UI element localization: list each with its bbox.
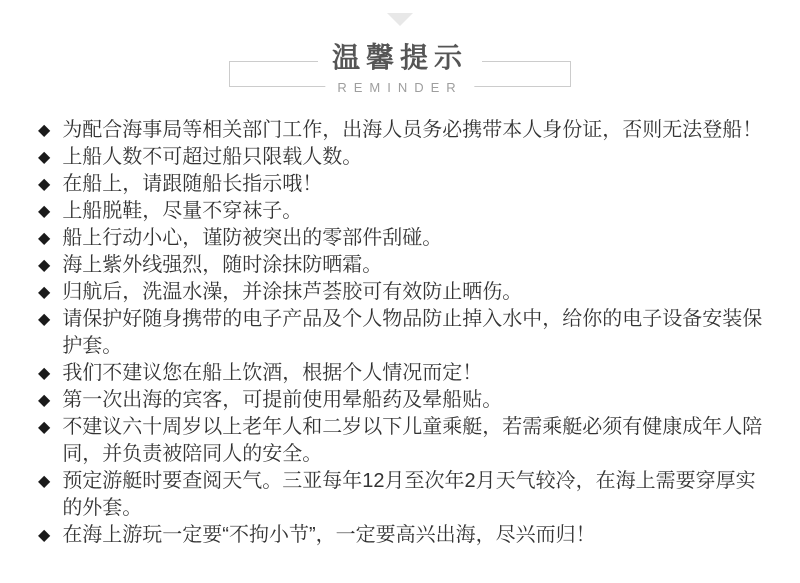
- diamond-bullet-icon: ◆: [38, 284, 51, 301]
- list-item: [38, 198, 774, 225]
- diamond-bullet-icon: ◆: [38, 176, 51, 193]
- reminder-text: 上船脱鞋，尽量不穿袜子。: [62, 200, 303, 222]
- list-item: [38, 387, 774, 414]
- list-item: [38, 522, 774, 549]
- list-item: [38, 225, 774, 252]
- page-title: 温馨提示: [318, 43, 482, 73]
- reminder-text: 海上紫外线强烈，随时涂抹防晒霜。: [62, 254, 383, 276]
- diamond-bullet-icon: ◆: [38, 311, 51, 328]
- reminder-text: 不建议六十周岁以上老年人和二岁以下儿童乘艇，若需乘艇必须有健康成年人陪同，并负责被陪同人的安全。: [62, 416, 763, 465]
- reminder-text: 在船上，请跟随船长指示哦！: [62, 173, 323, 195]
- list-item: [38, 360, 774, 387]
- list-item: [38, 144, 774, 171]
- reminder-text: 预定游艇时要查阅天气。三亚每年12月至次年2月天气较冷，在海上需要穿厚实的外套。: [62, 470, 756, 519]
- diamond-bullet-icon: ◆: [38, 257, 51, 274]
- reminder-text: 归航后，洗温水澡，并涂抹芦荟胶可有效防止晒伤。: [62, 281, 523, 303]
- reminder-text: 在海上游玩一定要“不拘小节”，一定要高兴出海，尽兴而归！: [62, 524, 596, 546]
- list-item: [38, 306, 774, 360]
- diamond-bullet-icon: ◆: [38, 365, 51, 382]
- list-item: [38, 468, 774, 522]
- diamond-bullet-icon: ◆: [38, 527, 51, 544]
- page-subtitle: REMINDER: [325, 80, 474, 96]
- reminder-list: [0, 117, 800, 549]
- diamond-bullet-icon: ◆: [38, 419, 51, 436]
- diamond-bullet-icon: ◆: [38, 149, 51, 166]
- list-item: [38, 414, 774, 468]
- list-item: [38, 252, 774, 279]
- diamond-bullet-icon: ◆: [38, 473, 51, 490]
- diamond-bullet-icon: ◆: [38, 230, 51, 247]
- list-item: [38, 117, 774, 144]
- diamond-bullet-icon: ◆: [38, 392, 51, 409]
- diamond-bullet-icon: ◆: [38, 122, 51, 139]
- reminder-text: 上船人数不可超过船只限载人数。: [62, 146, 363, 168]
- triangle-down-icon: [387, 13, 413, 26]
- diamond-bullet-icon: ◆: [38, 203, 51, 220]
- reminder-text: 第一次出海的宾客，可提前使用晕船药及晕船贴。: [62, 389, 503, 411]
- title-frame: [229, 42, 571, 95]
- list-item: [38, 279, 774, 306]
- reminder-text: 船上行动小心，谨防被突出的零部件刮碰。: [62, 227, 443, 249]
- reminder-text: 我们不建议您在船上饮酒，根据个人情况而定！: [62, 362, 483, 384]
- list-item: [38, 171, 774, 198]
- reminder-text: 请保护好随身携带的电子产品及个人物品防止掉入水中，给你的电子设备安装保护套。: [62, 308, 763, 357]
- reminder-text: 为配合海事局等相关部门工作，出海人员务必携带本人身份证，否则无法登船！: [62, 119, 763, 141]
